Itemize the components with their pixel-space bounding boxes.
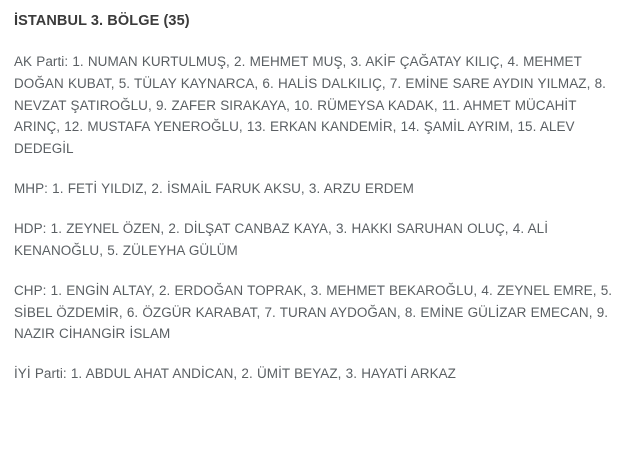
party-list-chp: CHP: 1. ENGİN ALTAY, 2. ERDOĞAN TOPRAK, 3. MEHMET BEKAROĞLU, 4. ZEYNEL EMRE, 5. SİBEL ÖZDEMİR, 6. ÖZGÜR KARABAT, 7. TURAN AYDOĞAN, 8. EMİNE GÜLİZAR EMECAN, 9. NAZIR CİHANGİR İSLAM — [14, 282, 613, 342]
party-list-mhp: MHP: 1. FETİ YILDIZ, 2. İSMAİL FARUK AKSU, 3. ARZU ERDEM — [14, 181, 414, 197]
party-list-ak-parti: AK Parti: 1. NUMAN KURTULMUŞ, 2. MEHMET MUŞ, 3. AKİF ÇAĞATAY KILIÇ, 4. MEHMET DOĞAN KUBAT, 5. TÜLAY KAYNARCA, 6. HALİS DALKILIÇ, 7. EMİNE SARE AYDIN YILMAZ, 8. NEVZAT ŞATIROĞLU, 9. ZAFER SIRAKAYA, 10. RÜMEYSA KADAK, 11. AHMET MÜCAHİT ARINÇ, 12. MUSTAFA YENEROĞLU, 13. ERKAN KANDEMİR, 14. ŞAMİL AYRIM, 15. ALEV DEDEGİL — [14, 53, 606, 157]
page-title: İSTANBUL 3. BÖLGE (35) — [14, 13, 190, 29]
party-list-hdp: HDP: 1. ZEYNEL ÖZEN, 2. DİLŞAT CANBAZ KAYA, 3. HAKKI SARUHAN OLUÇ, 4. ALİ KENANOĞLU, 5. ZÜLEYHA GÜLÜM — [14, 221, 549, 258]
party-list-iyi-parti: İYİ Parti: 1. ABDUL AHAT ANDİCAN, 2. ÜMİT BEYAZ, 3. HAYATİ ARKAZ — [14, 366, 456, 382]
